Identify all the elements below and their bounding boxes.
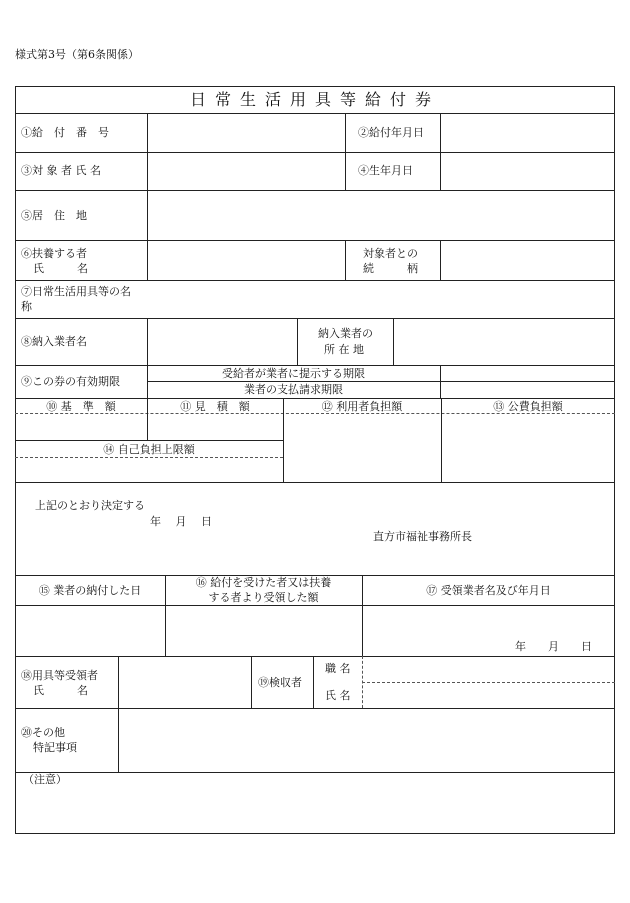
label-relation-kind: 続 柄 — [363, 262, 418, 275]
label-supporter-name: 氏 名 — [33, 262, 88, 275]
label-relation: 対象者との — [363, 247, 418, 260]
label-supporter: ⑥扶養する者 — [21, 247, 87, 260]
delivery-date-field: 年 月 日 — [515, 640, 592, 653]
notes-heading: （注意） — [23, 773, 67, 786]
label-inspector-post: 職 名 — [325, 662, 351, 675]
label-self-burden-limit: ⑭ 自己負担上限額 — [103, 443, 195, 456]
label-special-notes: 特記事項 — [33, 741, 77, 754]
label-user-burden: ⑫ 利用者負担額 — [321, 400, 403, 413]
label-address: ⑤居 住 地 — [21, 209, 87, 222]
label-equipment-name-cont: 称 — [21, 300, 32, 313]
form-table — [15, 86, 615, 834]
decision-text: 上記のとおり決定する — [35, 499, 145, 512]
label-equipment-name: ⑦日常生活用具等の名 — [21, 285, 131, 298]
label-receiver-name: 氏 名 — [33, 684, 88, 697]
label-standard-amount: ⑩ 基 準 額 — [46, 400, 116, 413]
form-number: 様式第3号（第6条関係） — [15, 48, 139, 61]
label-supplier-address-cont: 所 在 地 — [324, 343, 364, 356]
label-inspector-name: 氏 名 — [325, 689, 351, 702]
issuer-name: 直方市福祉事務所長 — [373, 530, 472, 543]
form-title: 日常生活用具等給付券 — [189, 90, 440, 109]
label-public-burden: ⑬ 公費負担額 — [493, 400, 563, 413]
label-received-amount: ⑯ 給付を受けた者又は扶養 — [195, 576, 332, 589]
label-recipient-name: ③対 象 者 氏 名 — [21, 164, 101, 177]
label-birth-date: ④生年月日 — [358, 164, 413, 177]
decision-date: 年 月 日 — [150, 515, 212, 528]
label-received-amount-cont: する者より受領した額 — [208, 591, 319, 604]
label-presentation-deadline: 受給者が業者に提示する期限 — [222, 367, 365, 380]
label-billing-deadline: 業者の支払請求期限 — [244, 383, 343, 396]
label-delivery-date: ⑮ 業者の納付した日 — [38, 584, 142, 597]
label-equipment-receiver: ⑱用具等受領者 — [21, 669, 98, 682]
label-other: ⑳その他 — [21, 726, 65, 739]
label-issue-date: ②給付年月日 — [358, 126, 424, 139]
label-inspector: ⑲検収者 — [258, 676, 302, 689]
label-validity: ⑨この券の有効期限 — [21, 375, 120, 388]
label-supplier-name: ⑧納入業者名 — [21, 335, 87, 348]
label-supplier-address: 納入業者の — [318, 327, 373, 340]
label-estimate-amount: ⑪ 見 積 額 — [180, 400, 250, 413]
label-issue-number: ①給 付 番 号 — [21, 126, 109, 139]
label-supplier-and-date: ⑰ 受領業者名及び年月日 — [426, 584, 551, 597]
